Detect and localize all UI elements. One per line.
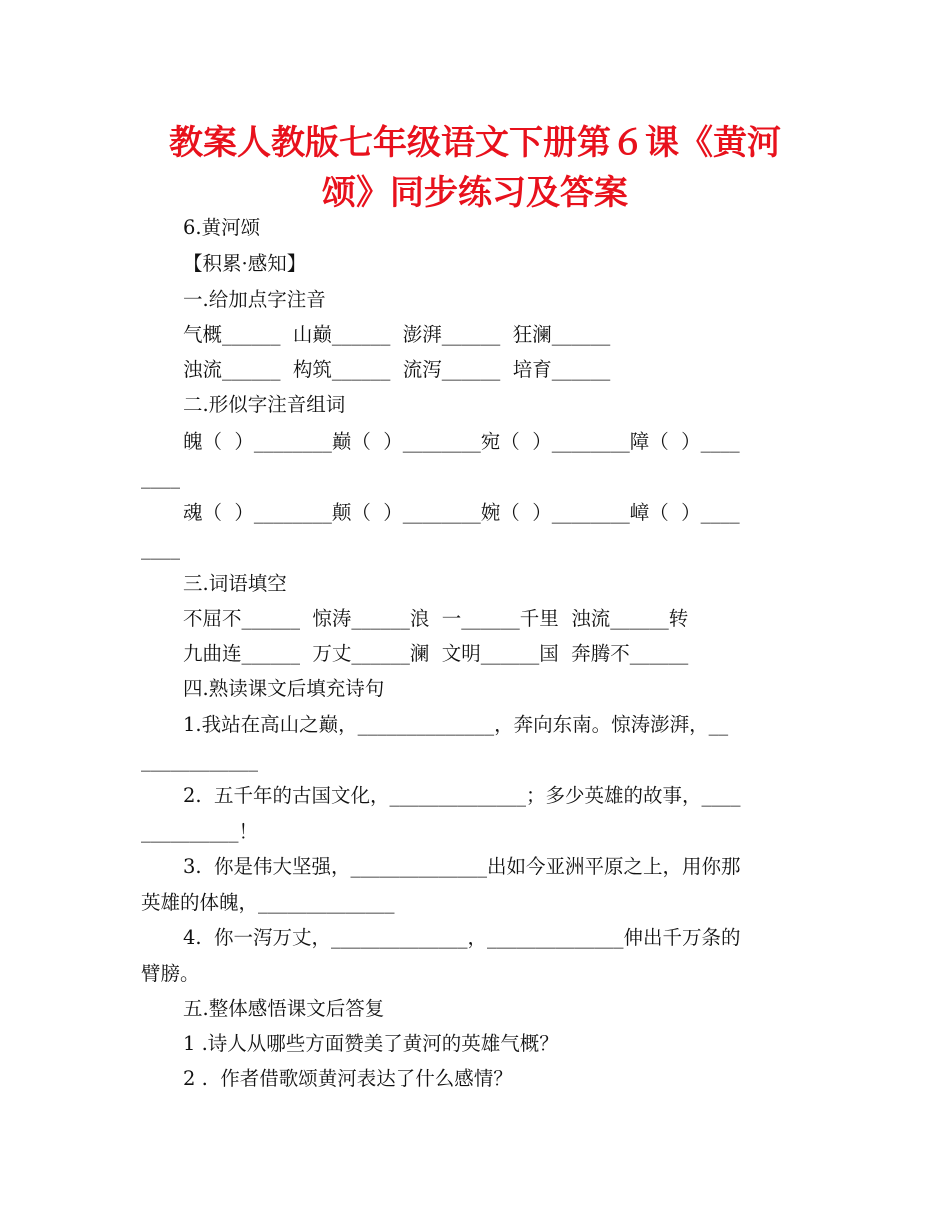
part4-question-2: 2. 五千年的古国文化，______________；多少英雄的故事，____ (183, 784, 741, 807)
part4-question-4: 4. 你一泻万丈，______________，______________伸出千万条的 (183, 926, 741, 949)
part3-row-1: 不屈不______ 惊涛______浪 一______千里 浊流______转 (183, 607, 689, 630)
document-title (140, 118, 810, 218)
part2-row-2-continued: ____ (141, 537, 180, 560)
part4-question-1: 1.我站在高山之巅，______________，奔向东南。惊涛澎湃，__ (183, 713, 729, 736)
lesson-heading: 6.黄河颂 (183, 216, 261, 239)
part3-row-2: 九曲连______ 万丈______澜 文明______国 奔腾不______ (183, 642, 689, 665)
part4-question-3: 3. 你是伟大坚强，______________出如今亚洲平原之上，用你那 (183, 855, 741, 878)
title-line-2: 颂》同步练习及答案 (322, 173, 628, 213)
part5-question-2: 2 . 作者借歌颂黄河表达了什么感情？ (183, 1067, 513, 1090)
part1-row-2: 浊流______ 构筑______ 流泻______ 培育______ (183, 358, 611, 381)
part3-heading: 三.词语填空 (183, 572, 287, 595)
title-line-1: 教案人教版七年级语文下册第６课《黄河 (169, 123, 781, 163)
section-label: 【积累·感知】 (183, 252, 307, 275)
part4-question-1-continued: ____________ (141, 749, 258, 772)
part1-heading: 一.给加点字注音 (183, 288, 326, 311)
part4-question-3-continued: 英雄的体魄，______________ (141, 891, 395, 914)
part2-row-1-continued: ____ (141, 466, 180, 489)
part5-heading: 五.整体感悟课文后答复 (183, 997, 385, 1020)
part4-heading: 四.熟读课文后填充诗句 (183, 677, 385, 700)
part5-question-1: 1 .诗人从哪些方面赞美了黄河的英雄气概？ (183, 1032, 559, 1055)
part2-row-1: 魄（ ）________巅（ ）________宛（ ）________障（ ）____ (183, 430, 740, 453)
part1-row-1: 气概______ 山巅______ 澎湃______ 狂澜______ (183, 323, 611, 346)
part4-question-2-continued: __________！ (141, 820, 259, 843)
part2-heading: 二.形似字注音组词 (183, 393, 346, 416)
part4-question-4-continued: 臂膀。 (141, 962, 200, 985)
part2-row-2: 魂（ ）________颠（ ）________婉（ ）________嶂（ ）____ (183, 501, 740, 524)
